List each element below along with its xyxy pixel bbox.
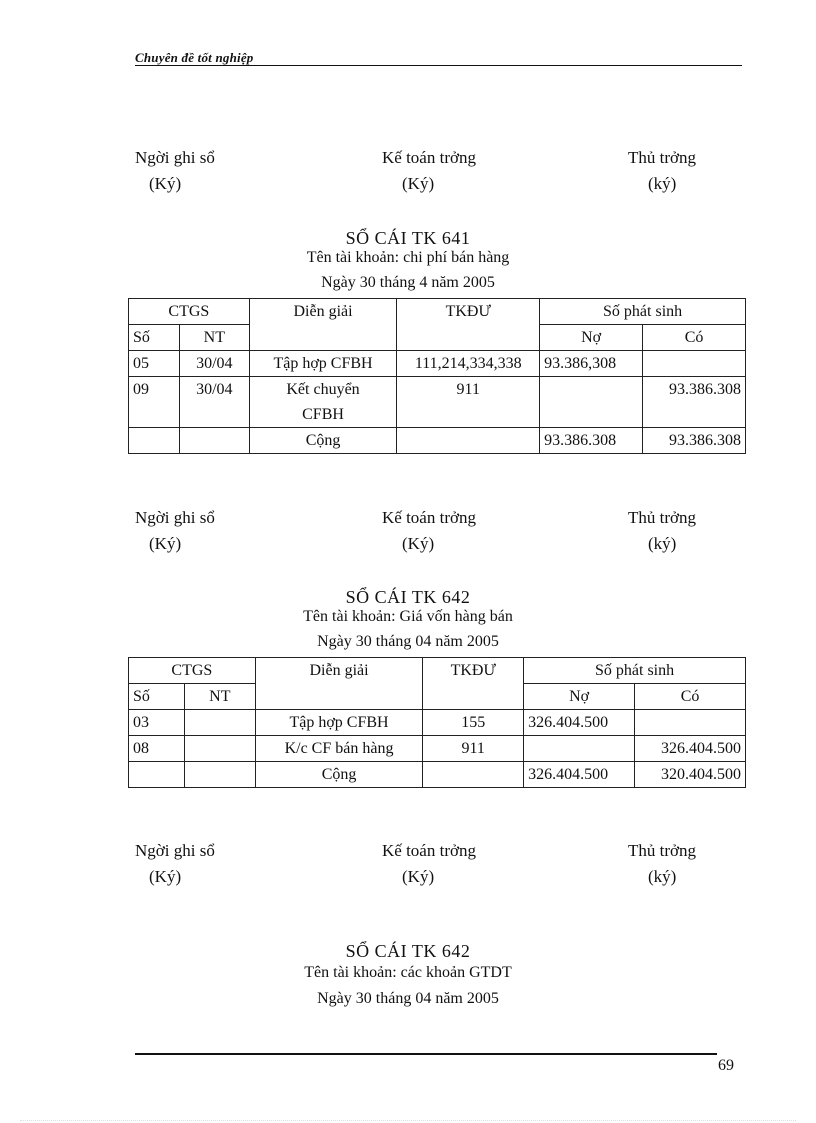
- col-header-arising: Số phát sinh: [524, 658, 746, 684]
- preparer-sign: (Ký): [149, 534, 182, 553]
- cell-debit: 326.404.500: [524, 710, 635, 736]
- cell-nt: [184, 710, 255, 736]
- preparer-label: Ngời ghi sổ: [135, 841, 215, 860]
- ledger-1-table: [128, 298, 746, 454]
- cell-credit: [635, 710, 746, 736]
- cell-credit: [643, 351, 746, 377]
- col-header-debit: Nợ: [524, 684, 635, 710]
- cell-so: 05: [129, 351, 180, 377]
- page-bottom-edge: [20, 1120, 796, 1121]
- ledger-2-table: [128, 657, 746, 788]
- cell-credit: 93.386.308: [643, 428, 746, 454]
- cell-description: K/c CF bán hàng: [255, 736, 423, 762]
- cell-description: Tập hợp CFBH: [255, 710, 423, 736]
- header-divider: [135, 65, 742, 66]
- cell-description: Tập hợp CFBH: [249, 351, 397, 377]
- head-sign: (ký): [648, 534, 677, 553]
- head-sign: (ký): [648, 174, 677, 193]
- cell-description-line-2: CFBH: [302, 406, 344, 423]
- cell-debit: 93.386,308: [540, 351, 643, 377]
- cell-credit: 320.404.500: [635, 762, 746, 788]
- cell-debit: [524, 736, 635, 762]
- cell-description: [249, 377, 397, 428]
- table-row: [129, 351, 746, 377]
- chief-accountant-sign: (Ký): [402, 534, 435, 553]
- cell-tkdu: 111,214,334,338: [397, 351, 540, 377]
- cell-tkdu: [397, 428, 540, 454]
- cell-tkdu: 155: [423, 710, 524, 736]
- cell-so: 09: [129, 377, 180, 428]
- cell-nt: 30/04: [179, 377, 249, 428]
- footer-divider: [135, 1053, 717, 1055]
- col-header-debit: Nợ: [540, 325, 643, 351]
- cell-tkdu: [423, 762, 524, 788]
- ledger-2-date: Ngày 30 tháng 04 năm 2005: [317, 633, 499, 650]
- preparer-label: Ngời ghi sổ: [135, 508, 215, 527]
- cell-so: 03: [129, 710, 185, 736]
- col-header-ctgs: CTGS: [129, 658, 256, 684]
- cell-so: [129, 762, 185, 788]
- chief-accountant-label: Kế toán trởng: [382, 148, 476, 167]
- preparer-sign: (Ký): [149, 174, 182, 193]
- cell-description: Cộng: [255, 762, 423, 788]
- page-number: 69: [718, 1057, 734, 1074]
- preparer-sign: (Ký): [149, 867, 182, 886]
- cell-description-line-1: Kết chuyển: [286, 381, 360, 398]
- chief-accountant-label: Kế toán trởng: [382, 508, 476, 527]
- col-header-tkdu: TKĐƯ: [423, 658, 524, 710]
- col-header-nt: NT: [179, 325, 249, 351]
- col-header-nt: NT: [184, 684, 255, 710]
- cell-so: 08: [129, 736, 185, 762]
- ledger-3-title: SỔ CÁI TK 642: [345, 941, 471, 961]
- head-label: Thủ trởng: [628, 841, 697, 860]
- col-header-so: Số: [129, 325, 180, 351]
- table-row-total: [129, 428, 746, 454]
- ledger-3-date: Ngày 30 tháng 04 năm 2005: [317, 990, 499, 1007]
- chief-accountant-sign: (Ký): [402, 867, 435, 886]
- col-header-so: Số: [129, 684, 185, 710]
- cell-debit: 93.386.308: [540, 428, 643, 454]
- head-label: Thủ trởng: [628, 148, 697, 167]
- col-header-credit: Có: [643, 325, 746, 351]
- chief-accountant-label: Kế toán trởng: [382, 841, 476, 860]
- ledger-2-account: Tên tài khoản: Giá vốn hàng bán: [303, 608, 513, 625]
- cell-so: [129, 428, 180, 454]
- col-header-arising: Số phát sinh: [540, 299, 746, 325]
- cell-credit: 326.404.500: [635, 736, 746, 762]
- ledger-1-account: Tên tài khoản: chi phí bán hàng: [306, 249, 510, 266]
- ledger-2-title: SỔ CÁI TK 642: [345, 587, 471, 607]
- ledger-3-account: Tên tài khoản: các khoản GTDT: [304, 964, 512, 981]
- table-row: [129, 736, 746, 762]
- col-header-tkdu: TKĐƯ: [397, 299, 540, 351]
- col-header-description: Diễn giải: [255, 658, 423, 710]
- cell-description: Cộng: [249, 428, 397, 454]
- table-row-total: [129, 762, 746, 788]
- cell-tkdu: 911: [423, 736, 524, 762]
- chief-accountant-sign: (Ký): [402, 174, 435, 193]
- cell-nt: [184, 762, 255, 788]
- preparer-label: Ngời ghi sổ: [135, 148, 215, 167]
- cell-nt: [184, 736, 255, 762]
- document-header-title: Chuyên đề tốt nghiệp: [135, 50, 254, 65]
- cell-tkdu: 911: [397, 377, 540, 428]
- head-label: Thủ trởng: [628, 508, 697, 527]
- ledger-1-date: Ngày 30 tháng 4 năm 2005: [321, 274, 495, 291]
- cell-nt: [179, 428, 249, 454]
- col-header-credit: Có: [635, 684, 746, 710]
- cell-credit: 93.386.308: [643, 377, 746, 428]
- cell-nt: 30/04: [179, 351, 249, 377]
- ledger-1-title: SỔ CÁI TK 641: [345, 228, 471, 248]
- cell-debit: 326.404.500: [524, 762, 635, 788]
- col-header-ctgs: CTGS: [129, 299, 250, 325]
- table-row: [129, 377, 746, 428]
- cell-debit: [540, 377, 643, 428]
- col-header-description: Diễn giải: [249, 299, 397, 351]
- head-sign: (ký): [648, 867, 677, 886]
- table-row: [129, 710, 746, 736]
